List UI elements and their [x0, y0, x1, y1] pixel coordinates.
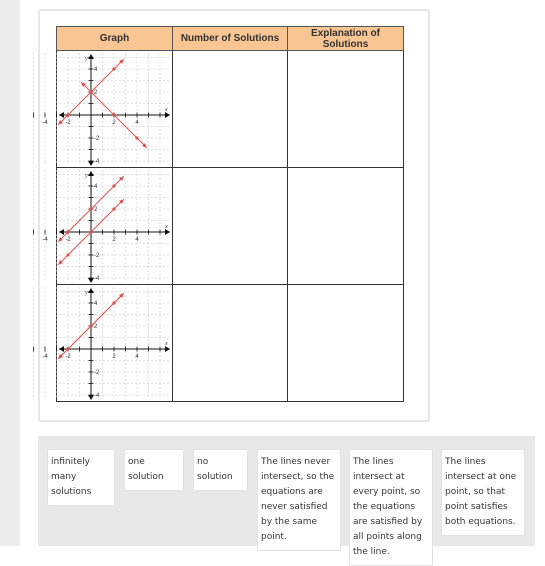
- data-point: [66, 113, 69, 116]
- y-tick-label: -4: [94, 276, 100, 282]
- number-of-solutions-dropzone[interactable]: [173, 51, 288, 168]
- y-axis-arrow-top: [88, 54, 94, 59]
- left-scroll-rail: [0, 0, 20, 546]
- header-number-of-solutions: Number of Solutions: [173, 27, 288, 51]
- data-point: [112, 113, 115, 116]
- y-axis-label: y: [85, 56, 88, 62]
- y-tick-label: -4: [94, 159, 100, 165]
- graph-1: [42, 51, 173, 167]
- y-tick-label: 4: [94, 301, 98, 307]
- y-tick-label: -4: [94, 393, 100, 399]
- answer-tile-never-intersect[interactable]: The lines never intersect, so the equations are never satisfied by the same point.: [257, 449, 341, 551]
- y-tick-label: -2: [94, 136, 100, 142]
- y-axis-label: y: [85, 290, 88, 296]
- x-axis-label: x: [165, 341, 168, 347]
- data-point: [135, 136, 138, 139]
- x-tick-label: -2: [65, 237, 71, 243]
- y-axis-label: y: [85, 173, 88, 179]
- graph-cell: [42, 285, 173, 402]
- data-point: [66, 253, 69, 256]
- graph-2: [42, 168, 173, 284]
- data-point: [89, 324, 92, 327]
- x-axis-arrow-left: [59, 112, 64, 118]
- explanation-dropzone[interactable]: [288, 51, 404, 168]
- header-explanation: Explanation of Solutions: [288, 27, 404, 51]
- y-tick-label: 2: [94, 207, 98, 213]
- table-header-row: [57, 27, 404, 51]
- explanation-dropzone[interactable]: [288, 285, 404, 402]
- data-point: [66, 230, 69, 233]
- x-tick-label: 2: [112, 237, 116, 243]
- x-tick-label: -4: [42, 237, 48, 243]
- data-point: [89, 230, 92, 233]
- data-point: [89, 90, 92, 93]
- x-axis-label: x: [165, 224, 168, 230]
- x-tick-label: 2: [112, 354, 116, 360]
- x-tick-label: 4: [135, 237, 139, 243]
- answer-tile-one-solution[interactable]: one solution: [124, 449, 184, 491]
- y-axis-arrow-top: [88, 171, 94, 176]
- x-tick-label: 4: [135, 354, 139, 360]
- x-axis-arrow-left: [59, 346, 64, 352]
- x-tick-label: 4: [135, 120, 139, 126]
- number-of-solutions-dropzone[interactable]: [173, 285, 288, 402]
- y-tick-label: -2: [94, 370, 100, 376]
- data-point: [112, 207, 115, 210]
- graph-cell: [42, 168, 173, 285]
- data-point: [112, 67, 115, 70]
- x-tick-label: 2: [112, 120, 116, 126]
- answer-tile-every-point[interactable]: The lines intersect at every point, so the equations are satisfied by all points along the line.: [349, 449, 433, 566]
- y-tick-label: 4: [94, 67, 98, 73]
- data-point: [89, 207, 92, 210]
- y-tick-label: 4: [94, 184, 98, 190]
- data-point: [112, 184, 115, 187]
- graph-cell: [42, 51, 173, 168]
- x-axis-label: x: [165, 107, 168, 113]
- table-row: [57, 285, 404, 402]
- data-point: [112, 301, 115, 304]
- y-axis-arrow-top: [88, 288, 94, 293]
- answer-bank: [38, 436, 535, 557]
- x-tick-label: -2: [65, 120, 71, 126]
- x-tick-label: -4: [42, 354, 48, 360]
- y-tick-label: -2: [94, 253, 100, 259]
- table-row: [57, 168, 404, 285]
- number-of-solutions-dropzone[interactable]: [173, 168, 288, 285]
- graph-3: [42, 285, 173, 401]
- x-axis-arrow-left: [59, 229, 64, 235]
- x-tick-label: -2: [65, 354, 71, 360]
- explanation-dropzone[interactable]: [288, 168, 404, 285]
- y-tick-label: 2: [94, 324, 98, 330]
- answer-tile-infinitely-many[interactable]: infinitely many solutions: [47, 449, 115, 506]
- answer-tile-no-solution[interactable]: no solution: [193, 449, 248, 491]
- header-graph: Graph: [57, 27, 173, 51]
- x-tick-label: -4: [42, 120, 48, 126]
- answer-tile-one-point[interactable]: The lines intersect at one point, so that point satisfies both equations.: [441, 449, 525, 536]
- solutions-table: [42, 26, 404, 402]
- y-tick-label: 2: [94, 90, 98, 96]
- table-row: [57, 51, 404, 168]
- data-point: [66, 347, 69, 350]
